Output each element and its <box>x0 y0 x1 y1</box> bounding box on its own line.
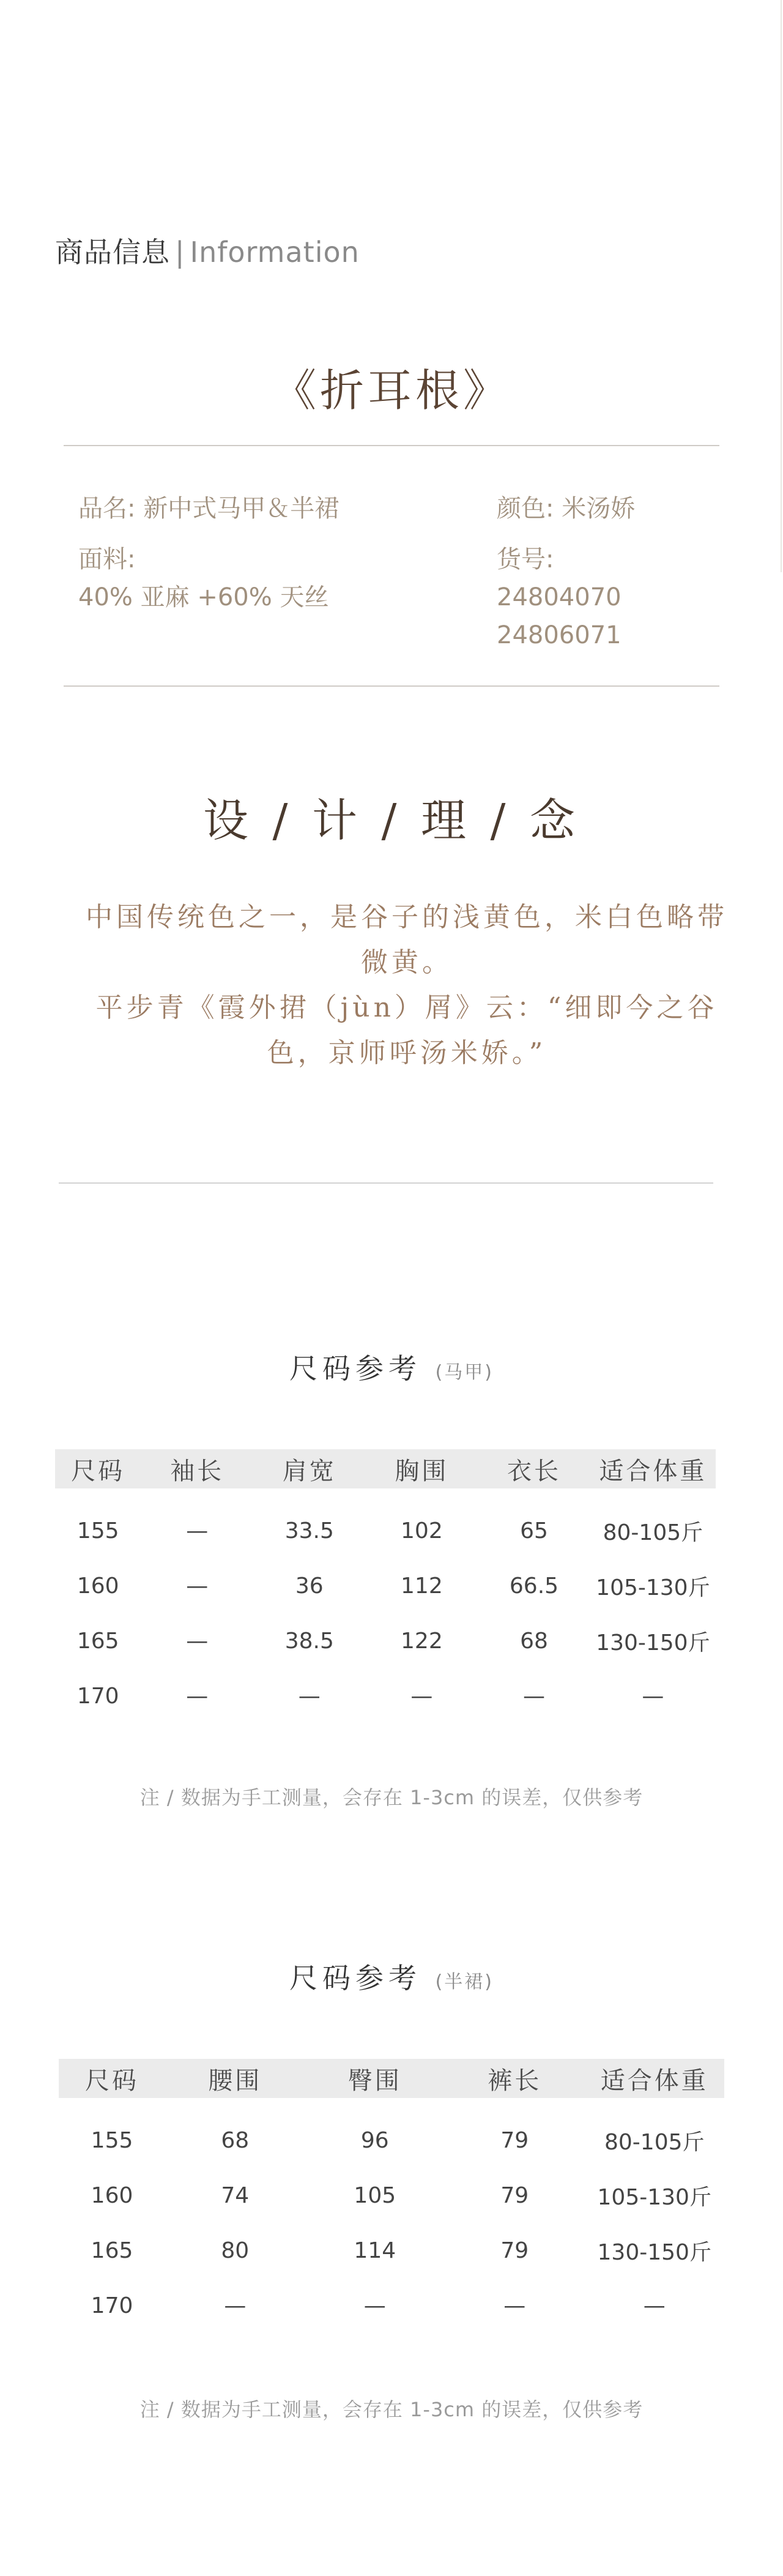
table-cell: — <box>186 1683 209 1709</box>
table-cell: 65 <box>520 1518 548 1544</box>
table-cell: 33.5 <box>284 1518 334 1544</box>
table-header-cell: 肩宽 <box>253 1449 366 1488</box>
table-cell: 36 <box>295 1573 324 1599</box>
table-header-cell: 适合体重 <box>590 1449 716 1488</box>
table-header-row <box>55 1449 716 1488</box>
table-cell: 102 <box>401 1518 443 1544</box>
table-cell: 105-130斤 <box>597 2184 711 2210</box>
design-line: 中国传统色之一，是谷子的浅黄色，米白色略带微黄。 <box>86 902 728 978</box>
info-sku-value: 24804070 <box>497 583 622 611</box>
table-cell: 74 <box>221 2182 250 2208</box>
table-row <box>55 1668 716 1723</box>
info-fabric <box>78 540 328 616</box>
vest-size-note: 注 / 数据为手工测量，会存在 1-3cm 的误差，仅供参考 <box>139 1786 644 1809</box>
product-name: 《折耳根》 <box>272 365 511 416</box>
table-row <box>55 1613 716 1668</box>
vest-size-title-text: 尺码参考 <box>289 1352 421 1385</box>
table-header-cell: 臀围 <box>305 2059 445 2098</box>
info-sku <box>497 540 622 654</box>
info-sku-value: 24806071 <box>497 621 622 649</box>
header-title-en: Information <box>190 236 360 269</box>
header-separator: | <box>175 236 185 269</box>
vest-size-table <box>55 1449 716 1723</box>
info-color-label: 颜色: <box>497 495 554 523</box>
info-color <box>497 490 635 528</box>
table-cell: — <box>410 1683 433 1709</box>
table-cell: — <box>522 1683 545 1709</box>
table-header-cell: 胸围 <box>366 1449 478 1488</box>
info-name-value: 新中式马甲＆半裙 <box>143 495 340 523</box>
table-cell: 68 <box>520 1628 548 1654</box>
table-cell: — <box>298 1683 321 1709</box>
table-header-cell: 腰围 <box>165 2059 305 2098</box>
table-cell: 122 <box>401 1628 443 1654</box>
table-cell: 79 <box>500 2182 529 2208</box>
table-cell: 80-105斤 <box>604 2129 705 2155</box>
table-cell: 96 <box>360 2127 389 2153</box>
design-description <box>86 895 728 1076</box>
table-header-cell: 尺码 <box>55 1449 141 1488</box>
section-header <box>55 230 360 271</box>
table-cell: 130-150斤 <box>596 1630 710 1656</box>
divider-middle <box>64 685 719 687</box>
table-cell: — <box>643 2293 666 2318</box>
skirt-size-subtitle: (半裙) <box>435 1971 494 1993</box>
info-fabric-label: 面料: <box>78 545 136 573</box>
skirt-size-note: 注 / 数据为手工测量，会存在 1-3cm 的误差，仅供参考 <box>139 2398 644 2421</box>
table-cell: 68 <box>221 2127 250 2153</box>
table-header-cell: 衣长 <box>478 1449 590 1488</box>
table-row <box>59 2098 724 2168</box>
table-cell: 165 <box>91 2238 133 2263</box>
table-row <box>59 2278 724 2333</box>
skirt-size-title <box>0 1956 783 1996</box>
table-cell: 114 <box>354 2238 396 2263</box>
table-cell: 155 <box>76 1518 119 1544</box>
table-row <box>59 2168 724 2223</box>
header-title-zh: 商品信息 <box>55 236 170 269</box>
vest-size-subtitle: (马甲) <box>435 1362 494 1383</box>
table-cell: — <box>186 1628 209 1654</box>
table-cell: — <box>186 1518 209 1544</box>
info-color-value: 米汤娇 <box>562 495 636 523</box>
design-line: 平步青《霞外捃（jùn）屑》云：“细即今之谷色，京师呼汤米娇。” <box>95 992 718 1069</box>
table-cell: 105-130斤 <box>596 1575 710 1600</box>
info-sku-label: 货号: <box>497 545 554 573</box>
table-cell: — <box>503 2293 526 2318</box>
table-cell: 80-105斤 <box>603 1520 703 1545</box>
table-header-cell: 裤长 <box>445 2059 584 2098</box>
table-cell: 165 <box>76 1628 119 1654</box>
table-row <box>59 2223 724 2278</box>
table-header-cell: 尺码 <box>59 2059 165 2098</box>
table-cell: 105 <box>354 2182 396 2208</box>
table-cell: 112 <box>401 1573 443 1599</box>
table-cell: 170 <box>76 1683 119 1709</box>
table-row <box>55 1488 716 1558</box>
table-cell: 38.5 <box>284 1628 334 1654</box>
table-cell: 170 <box>91 2293 133 2318</box>
right-edge-divider <box>781 0 782 572</box>
info-name <box>78 490 339 528</box>
vest-size-title <box>0 1346 783 1387</box>
table-cell: 155 <box>91 2127 133 2153</box>
table-cell: 80 <box>221 2238 250 2263</box>
table-cell: 79 <box>500 2238 529 2263</box>
table-header-cell: 袖长 <box>141 1449 253 1488</box>
table-header-cell: 适合体重 <box>584 2059 724 2098</box>
divider-top <box>64 445 719 446</box>
info-fabric-value: 40% 亚麻 +60% 天丝 <box>78 583 329 611</box>
skirt-size-title-text: 尺码参考 <box>289 1962 421 1995</box>
design-title: 设 / 计 / 理 / 念 <box>203 794 580 847</box>
table-cell: 79 <box>500 2127 529 2153</box>
info-name-label: 品名: <box>78 495 136 523</box>
skirt-size-table <box>59 2059 724 2333</box>
table-cell: 160 <box>91 2182 133 2208</box>
table-cell: — <box>224 2293 247 2318</box>
table-cell: — <box>186 1573 209 1599</box>
divider-bottom <box>59 1182 713 1184</box>
table-cell: — <box>363 2293 386 2318</box>
table-cell: 130-150斤 <box>597 2239 711 2265</box>
table-row <box>55 1558 716 1613</box>
table-cell: 160 <box>76 1573 119 1599</box>
table-cell: — <box>642 1683 664 1709</box>
table-cell: 66.5 <box>509 1573 559 1599</box>
table-header-row <box>59 2059 724 2098</box>
